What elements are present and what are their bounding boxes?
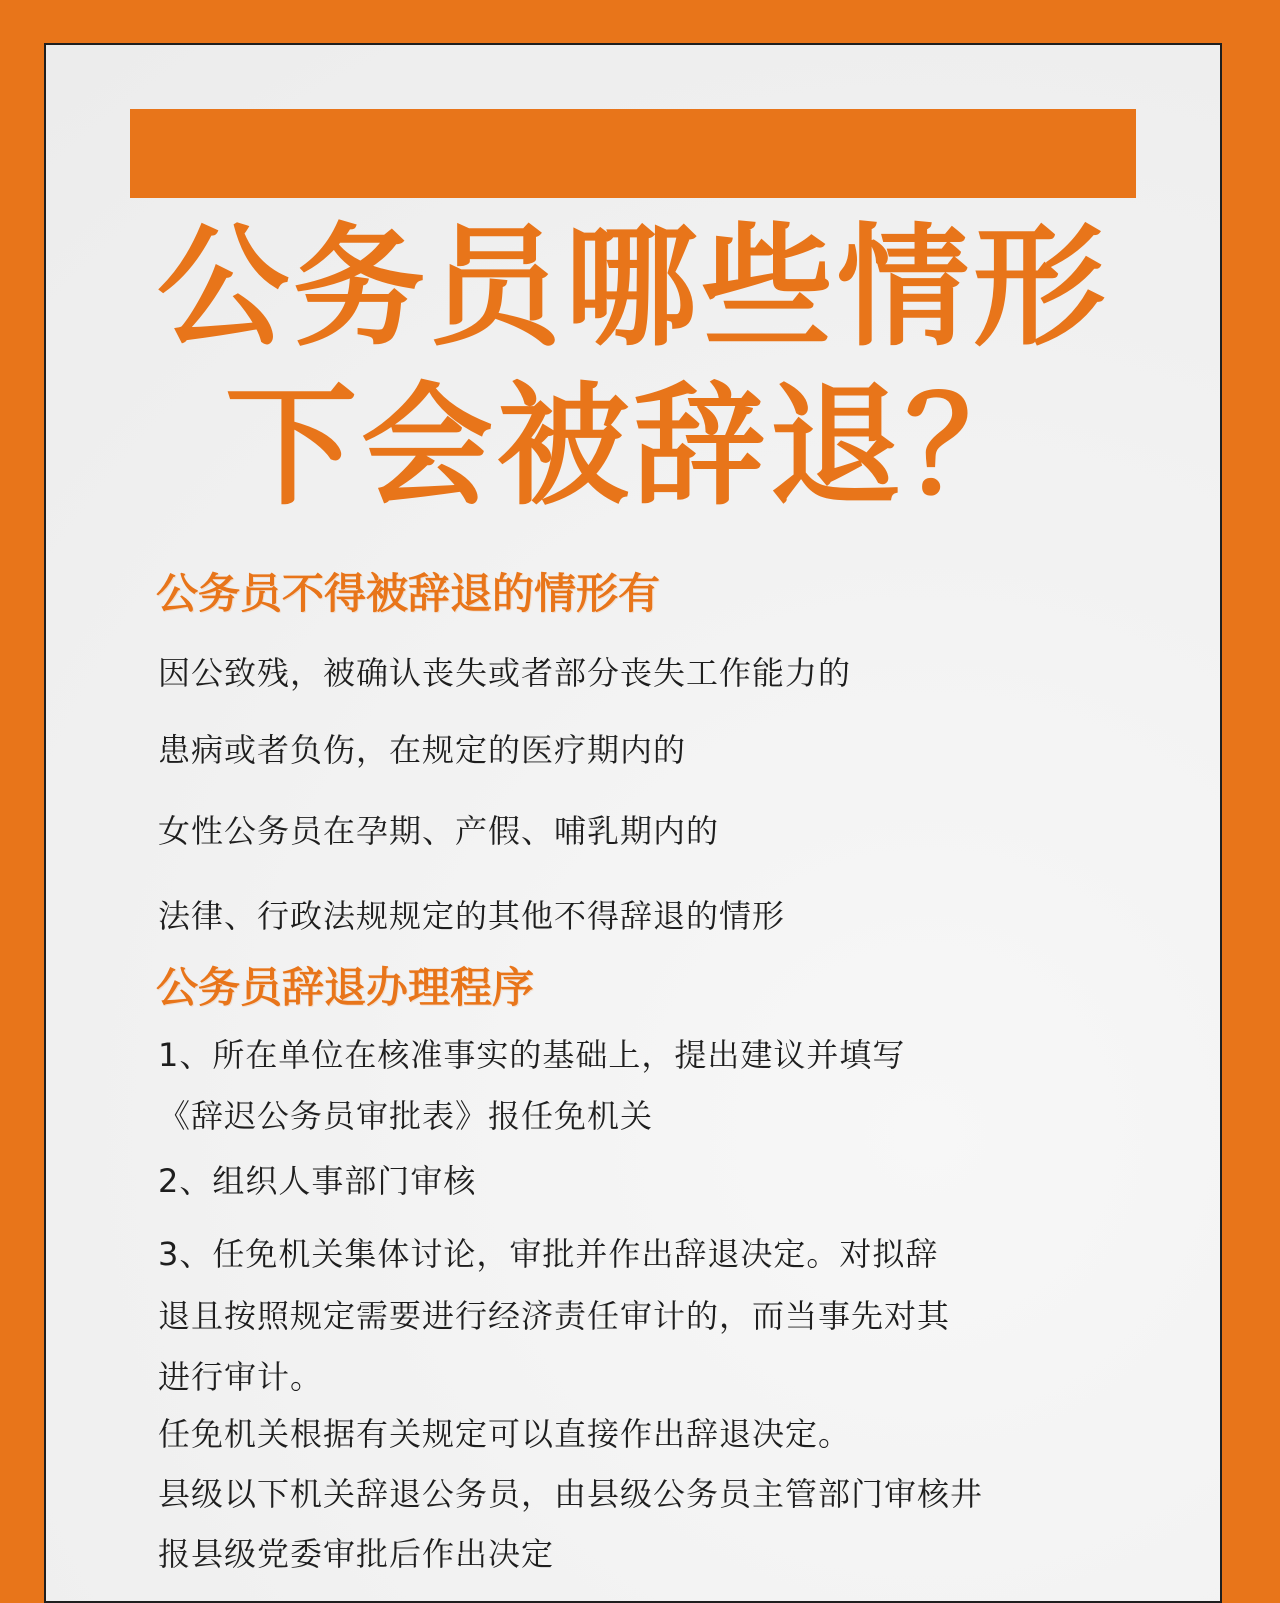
- decorative-top-bar: [130, 109, 1136, 198]
- procedure-line: 退且按照规定需要进行经济责任审计的，而当事先对其: [158, 1297, 951, 1335]
- title-line-1: 公务员哪些情形: [157, 211, 1109, 365]
- section-heading-not-dismissible: 公务员不得被辞退的情形有: [156, 569, 661, 618]
- title-line-2: 下会被辞退？: [225, 370, 1041, 524]
- list-item: 因公致残，被确认丧失或者部分丧失工作能力的: [158, 654, 852, 692]
- list-item: 患病或者负伤，在规定的医疗期内的: [158, 731, 687, 769]
- procedure-line: 3、任免机关集体讨论，审批并作出辞退决定。对拟辞: [158, 1235, 939, 1273]
- list-item: 法律、行政法规规定的其他不得辞退的情形: [158, 897, 786, 935]
- content-card: [44, 43, 1222, 1603]
- section-heading-dismissal-procedure: 公务员辞退办理程序: [156, 963, 535, 1012]
- procedure-line: 2、组织人事部门审核: [158, 1162, 477, 1200]
- procedure-line: 《辞迟公务员审批表》报任免机关: [158, 1097, 654, 1135]
- procedure-line: 进行审计。: [158, 1358, 324, 1396]
- list-item: 女性公务员在孕期、产假、哺乳期内的: [158, 812, 720, 850]
- procedure-line: 报县级党委审批后作出决定: [158, 1535, 555, 1573]
- procedure-line: 县级以下机关辞退公务员，由县级公务员主管部门审核井: [158, 1475, 984, 1513]
- procedure-line: 1、所在单位在核准事实的基础上，提出建议并填写: [158, 1036, 906, 1074]
- procedure-line: 任免机关根据有关规定可以直接作出辞退决定。: [158, 1415, 852, 1453]
